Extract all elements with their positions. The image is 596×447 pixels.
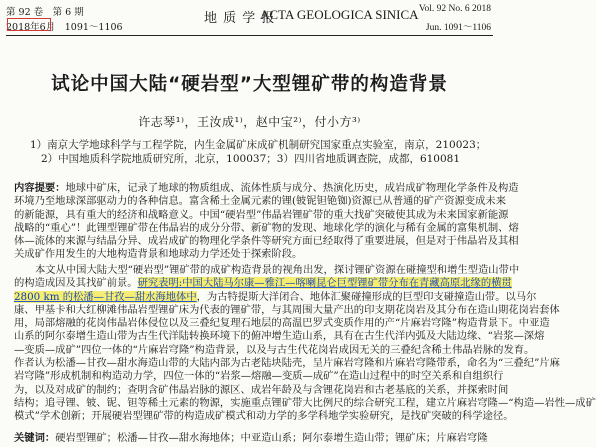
abstract-label: 内容提要：: [14, 182, 66, 194]
abstract: [14, 182, 519, 262]
date-highlight-box: [7, 18, 51, 31]
body-line: 为，以及对成矿的制约；查明含矿伟晶岩脉的源区、成岩年龄及与含锂花岗岩和古老基底的关系，并探索时间: [14, 383, 509, 396]
journal-header: [6, 4, 493, 36]
body-line: 的构造成因及其找矿前景。研究表明:中国大陆马尔康—雅江—喀喇昆仑巨型锂矿带分布在青藏高原北缘的横贯: [14, 277, 512, 290]
body-line: 康、甲基卡和大红柳滩伟晶岩型锂矿床为代表的锂矿带，与其周围大量产出的印支期花岗岩及其分布在造山期花岗岩套体: [14, 303, 560, 316]
affiliation-2: 2）中国地质科学院地质研究所，北京，100037；3）四川省地质调查院，成都，610081: [41, 153, 461, 165]
body-line: 岩穹隆”形成机制和构造动力学，四位一体的“岩浆—熔融—变质—成矿”在造山过程中的时空关系和自组织行: [14, 370, 504, 383]
journal-name-cn: 地 质 学 报: [204, 11, 276, 26]
header-rule: [6, 35, 493, 36]
affiliation-1: 1）南京大学地球科学与工程学院，内生金属矿床成矿机制研究国家重点实验室，南京，210023；: [30, 139, 487, 151]
body-line: 结构；追寻锂、铍、铌、钽等稀土元素的物源，实施重点锂矿带大比例尺的综合研究工程，建立片麻岩穹隆—“构造—岩性—成矿: [14, 396, 596, 409]
body-line: 2800 km 的松潘—甘孜—甜水海地体中，为古特提斯大洋闭合、地体汇聚碰撞形成的巨型印支碰撞造山带。以马尔: [14, 290, 537, 303]
body-line: 作者认为松潘—甘孜—甜水海造山带的大陆内部为古老陆块陆壳，呈片麻岩穹隆和片麻岩穹隆带系，命名为“三叠纪”片麻: [14, 357, 560, 370]
abstract-line: 关成矿作用发生的大地构造背景和地球动力学还处于探索阶段。: [14, 248, 303, 261]
keywords: [14, 432, 488, 445]
page-range-cn: 1091～1106: [64, 22, 123, 33]
body-line: 山系的阿尔泰增生造山带为古生代洋陆转换环境下的俯冲增生造山系，具有在古生代洋内弧及大陆边缘、“岩浆—深熔: [14, 330, 545, 343]
abstract-line: 战略的“重心”！此锂型锂矿带在伟晶岩的成分分带、新矿物的发现、地球化学的演化与稀有金属的富集机制、熔: [14, 221, 519, 234]
volume-issue-en: Vol. 92 No. 6 2018: [418, 4, 491, 14]
author-list: 许志琴¹⁾，王汝成¹⁾，赵中宝²⁾，付小方³⁾: [138, 115, 361, 129]
issue-date-cn: 2018年6月: [6, 22, 56, 33]
journal-name-en: ACTA GEOLOGICA SINICA: [260, 7, 419, 22]
highlighted-finding-cont: 2800 km 的松潘—甘孜—甜水海地体中: [14, 290, 197, 303]
abstract-line: 体—流体的来源与结晶分异、成岩成矿的物理化学条件等研究方面已经取得了重要进展，但是对于伟晶岩及其相: [14, 235, 519, 248]
abstract-line: 内容提要：地球中矿床，记录了地球的物质组成、流体性质与成分、热演化历史，成岩成矿物理化学条件及构造: [14, 182, 519, 194]
keywords-label: 关键词：: [14, 432, 56, 444]
body-line: —变质—成矿”四位一体的“片麻岩穹隆”构造背景，以及与古生代花岗岩成因无关的三叠纪含稀土伟晶岩脉的发育。: [14, 343, 535, 356]
keywords-text: 硬岩型锂矿；松潘—甘孜—甜水海地体；中亚造山系；阿尔泰增生造山带；锂矿床；片麻岩穹隆: [55, 432, 488, 444]
paper-title: 试论中国大陆“硬岩型”大型锂矿带的构造背景: [51, 74, 448, 95]
body-line: 用，局部熔融的花岗伟晶岩体侵位以及三叠纪复理石地层的高温巴罗式变质作用的产“片麻岩穹隆”构造背景下。中亚造: [14, 317, 550, 330]
volume-issue-cn: 第 92 卷 第 6 期: [6, 7, 84, 18]
body-paragraph: [14, 264, 596, 424]
abstract-line: 环境乃至地球深部驱动力的各种信息。富含稀土金属元素的锂(铍铌钽铯铷)资源已从普通的矿产资源变成未来: [14, 195, 506, 208]
highlighted-finding: 研究表明:中国大陆马尔康—雅江—喀喇昆仑巨型锂矿带分布在青藏高原北缘的横贯: [137, 277, 512, 290]
body-line: 模式”学术创新；开展硬岩型锂矿带的构造成矿模式和动力学的多学科地学实验研究，是找矿突破的科学途径。: [14, 410, 514, 423]
abstract-line: 的新能源，具有重大的经济和战略意义。中国“硬岩型”伟晶岩锂矿带的重大找矿突破使其成为未来国家新能源: [14, 208, 509, 221]
body-line: 本文从中国大陆大型“硬岩型”锂矿带的成矿构造背景的视角出发，探讨锂矿资源在碰撞型和增生型造山带中: [35, 264, 520, 276]
date-pages-en: Jun. 1091～1106: [425, 23, 491, 33]
